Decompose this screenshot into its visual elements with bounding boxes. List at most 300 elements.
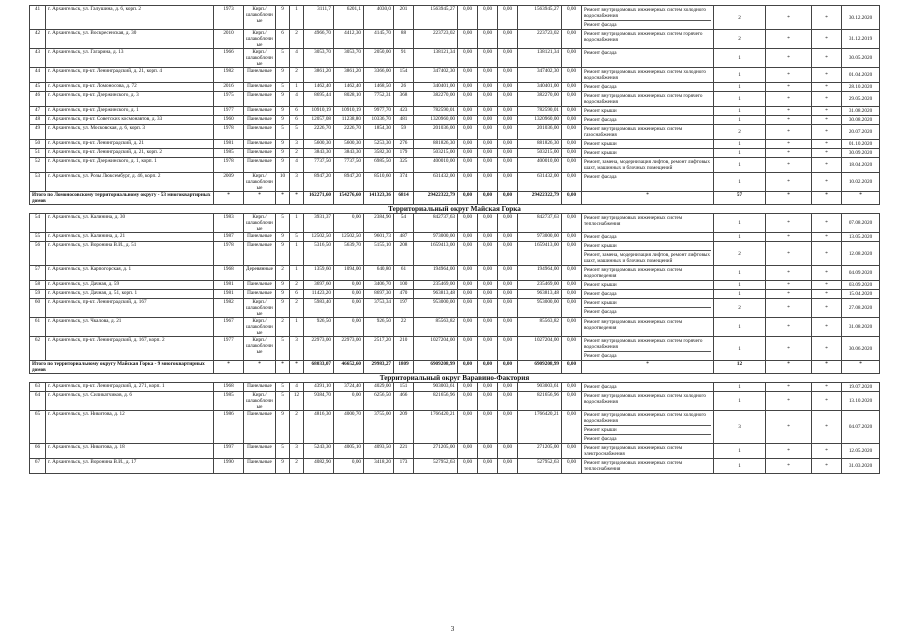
cell-c: 4030,0: [364, 6, 394, 30]
cell-no: 57: [30, 266, 46, 281]
cell-year: 1966: [214, 49, 244, 68]
cell-works-count: 1: [714, 444, 766, 459]
cell-z2: 0,00: [478, 266, 498, 281]
cell-deadline: 31.08.2020: [842, 318, 880, 337]
cell-ent: 3: [290, 337, 304, 361]
cell-mark: *: [812, 392, 842, 411]
cell-c: 9977,70: [364, 107, 394, 116]
cell-mark: *: [766, 266, 812, 281]
cell-cost: 963813,48: [414, 290, 458, 299]
cell-mark: *: [812, 92, 842, 107]
cell-total: 527952,63: [518, 459, 562, 474]
cell-c: 3582,30: [364, 149, 394, 158]
cell-z2: 0,00: [478, 383, 498, 392]
cell-mark: *: [812, 337, 842, 361]
cell-ppl: 368: [394, 92, 414, 107]
cell-total: 842737,63: [518, 214, 562, 233]
cell-ent: 6: [290, 290, 304, 299]
cell-z4: 0,00: [562, 49, 582, 68]
cell-ent: 6: [290, 116, 304, 125]
cell-works-count: 1: [714, 158, 766, 173]
cell-a: 4082,90: [304, 459, 334, 474]
cell-works: [582, 444, 714, 459]
cell-no: 49: [30, 125, 46, 140]
cell-z3: 0,00: [498, 290, 518, 299]
cell-deadline: 13.05.2020: [842, 233, 880, 242]
cell-blank: *: [812, 192, 842, 205]
cell-mark: *: [812, 233, 842, 242]
cell-total: 223723,02: [518, 30, 562, 49]
work-type: Ремонт фасада: [584, 22, 617, 28]
cell-z3: 0,00: [498, 6, 518, 30]
cell-addr: г. Архангельск, ул. Дачная, д. 51, корп. 1: [46, 290, 214, 299]
cell-fl: 6: [276, 30, 290, 49]
cell-works-count: 3: [714, 411, 766, 444]
cell-ppl: 100: [394, 281, 414, 290]
cell-works-count: 1: [714, 140, 766, 149]
cell-addr: г. Архангельск, пр-кт. Дзержинского, д. 1: [46, 107, 214, 116]
cell-fl: 9: [276, 281, 290, 290]
cell-blank: *: [842, 192, 880, 205]
cell-no: 61: [30, 318, 46, 337]
cell-b: 1462,40: [334, 83, 364, 92]
cell-fl: 9: [276, 290, 290, 299]
cell-mat: Кирп./ шлакоблочные: [244, 6, 276, 30]
cell-year: 1997: [214, 444, 244, 459]
work-type: Ремонт внутридомовых инженерных систем газоснабжения: [584, 126, 683, 138]
cell-mat: Кирп./ шлакоблочные: [244, 392, 276, 411]
cell-cost: 973000,00: [414, 233, 458, 242]
cell-works: [582, 392, 714, 411]
cell-cost: 201036,00: [414, 125, 458, 140]
cell-z3: 0,00: [498, 444, 518, 459]
cell-fl: 2: [276, 266, 290, 281]
cell-blank: *: [214, 361, 244, 374]
table-row: [30, 281, 880, 290]
cell-ent: 2: [290, 68, 304, 83]
cell-mark: *: [812, 68, 842, 83]
cell-fl: 9: [276, 6, 290, 30]
cell-addr: г. Архангельск, пр-кт. Ломоносова, д. 72: [46, 83, 214, 92]
cell-works: [582, 173, 714, 192]
page-number: 3: [450, 625, 455, 633]
total-sum: 6909208,99: [518, 361, 562, 374]
table-row: [30, 83, 880, 92]
cell-mat: Панельные: [244, 459, 276, 474]
total-c: 141323,36: [364, 192, 394, 205]
cell-year: 1986: [214, 411, 244, 444]
cell-z1: 0,00: [458, 214, 478, 233]
work-type: Ремонт фасада: [584, 174, 617, 180]
cell-z1: 0,00: [458, 444, 478, 459]
cell-works-count: 1: [714, 337, 766, 361]
cell-z1: 0,00: [458, 107, 478, 116]
cell-c: 1468,50: [364, 83, 394, 92]
cell-addr: г. Архангельск, ул. Воронина В.И., д. 17: [46, 459, 214, 474]
cell-works-count: 2: [714, 30, 766, 49]
cell-mark: *: [812, 266, 842, 281]
cell-z3: 0,00: [498, 242, 518, 266]
cell-cost: 903003,61: [414, 383, 458, 392]
cell-deadline: 31.03.2020: [842, 459, 880, 474]
cell-blank: *: [842, 361, 880, 374]
cell-total: 1320960,00: [518, 116, 562, 125]
cell-works-count: 1: [714, 107, 766, 116]
work-type: Ремонт внутридомовых инженерных систем водоотведения: [584, 267, 683, 279]
cell-z1: 0,00: [458, 92, 478, 107]
cell-mat: Панельные: [244, 140, 276, 149]
cell-cost: 842737,63: [414, 214, 458, 233]
cell-blank: *: [812, 361, 842, 374]
cell-mat: Панельные: [244, 383, 276, 392]
work-type: Ремонт фасада: [584, 117, 617, 123]
cell-b: 7737,50: [334, 158, 364, 173]
cell-works: [582, 107, 714, 116]
cell-c: 8697,30: [364, 290, 394, 299]
total-ppl: 1809: [394, 361, 414, 374]
cell-blank: *: [582, 361, 714, 374]
cell-z2: 0,00: [478, 411, 498, 444]
cell-z2: 0,00: [478, 158, 498, 173]
cell-mark: *: [766, 318, 812, 337]
cell-fl: 5: [276, 49, 290, 68]
cell-ent: 3: [290, 140, 304, 149]
cell-no: 65: [30, 411, 46, 444]
table-row: [30, 233, 880, 242]
cell-works-count: 1: [714, 266, 766, 281]
cell-total: 194964,00: [518, 266, 562, 281]
cell-cost: 347402,30: [414, 68, 458, 83]
cell-no: 51: [30, 149, 46, 158]
cell-mark: *: [812, 6, 842, 30]
cell-mat: Панельные: [244, 290, 276, 299]
cell-mat: Кирп./ шлакоблочные: [244, 173, 276, 192]
cell-works-count: 1: [714, 392, 766, 411]
cell-b: 5600,30: [334, 140, 364, 149]
cell-b: 12502,50: [334, 233, 364, 242]
cell-fl: 9: [276, 107, 290, 116]
cell-mark: *: [766, 125, 812, 140]
cell-deadline: 15.04.2020: [842, 290, 880, 299]
cell-ent: 1: [290, 6, 304, 30]
table-row: [30, 337, 880, 361]
cell-fl: 9: [276, 233, 290, 242]
cell-z4: 0,00: [562, 125, 582, 140]
table-row: [30, 116, 880, 125]
cell-year: 1968: [214, 266, 244, 281]
cell-year: 1985: [214, 392, 244, 411]
cell-c: 926,50: [364, 318, 394, 337]
cell-z2: 0,00: [478, 68, 498, 83]
cell-ent: 4: [290, 158, 304, 173]
cell-deadline: 28.10.2020: [842, 83, 880, 92]
cell-year: 1975: [214, 92, 244, 107]
table-row: [30, 107, 880, 116]
cell-z1: 0,00: [458, 173, 478, 192]
total-z4: 0,00: [562, 192, 582, 205]
work-type: Ремонт фасада: [584, 84, 617, 90]
total-a: 162271,60: [304, 192, 334, 205]
cell-addr: г. Архангельск, ул. Никитова, д. 18: [46, 444, 214, 459]
cell-blank: *: [276, 192, 290, 205]
cell-z2: 0,00: [478, 125, 498, 140]
cell-ppl: 210: [394, 337, 414, 361]
total-z1: 0,00: [458, 361, 478, 374]
cell-no: 63: [30, 383, 46, 392]
cell-mark: *: [812, 242, 842, 266]
cell-c: 2384,90: [364, 214, 394, 233]
cell-no: 41: [30, 6, 46, 30]
cell-z2: 0,00: [478, 49, 498, 68]
cell-z1: 0,00: [458, 233, 478, 242]
cell-z1: 0,00: [458, 290, 478, 299]
cell-mark: *: [766, 299, 812, 318]
work-type: Ремонт крыши: [584, 108, 617, 114]
cell-total: 1563945,27: [518, 6, 562, 30]
cell-mat: Панельные: [244, 411, 276, 444]
cell-c: 8510,60: [364, 173, 394, 192]
cell-mark: *: [812, 30, 842, 49]
cell-b: 3053,70: [334, 49, 364, 68]
cell-mat: Панельные: [244, 83, 276, 92]
cell-a: 1462,40: [304, 83, 334, 92]
cell-c: 7752,31: [364, 92, 394, 107]
cell-c: 2050,00: [364, 49, 394, 68]
cell-fl: 9: [276, 149, 290, 158]
cell-mark: *: [766, 116, 812, 125]
total-works-count: 57: [714, 192, 766, 205]
cell-mat: Кирп./ шлакоблочные: [244, 30, 276, 49]
cell-z1: 0,00: [458, 140, 478, 149]
cell-z4: 0,00: [562, 30, 582, 49]
cell-a: 4966,70: [304, 30, 334, 49]
cell-no: 60: [30, 299, 46, 318]
buildings-table: [29, 5, 880, 474]
work-type: Ремонт крыши: [584, 141, 617, 147]
cell-z1: 0,00: [458, 281, 478, 290]
cell-z3: 0,00: [498, 83, 518, 92]
work-type: Ремонт крыши: [584, 282, 617, 288]
cell-z2: 0,00: [478, 116, 498, 125]
cell-ppl: 179: [394, 149, 414, 158]
cell-z4: 0,00: [562, 158, 582, 173]
cell-year: 1985: [214, 149, 244, 158]
cell-works: [582, 411, 714, 444]
cell-z1: 0,00: [458, 116, 478, 125]
cell-works: [582, 125, 714, 140]
cell-no: 54: [30, 214, 46, 233]
cell-cost: 953000,00: [414, 299, 458, 318]
cell-total: 400010,00: [518, 158, 562, 173]
cell-cost: 1027204,00: [414, 337, 458, 361]
cell-z4: 0,00: [562, 140, 582, 149]
cell-z4: 0,00: [562, 68, 582, 83]
cell-no: 66: [30, 444, 46, 459]
cell-total: 340401,00: [518, 83, 562, 92]
cell-mark: *: [812, 158, 842, 173]
cell-year: 1977: [214, 337, 244, 361]
cell-mark: *: [766, 383, 812, 392]
cell-z4: 0,00: [562, 444, 582, 459]
cell-b: 5639,70: [334, 242, 364, 266]
district-heading: Территориальный округ Варавино-Фактория: [30, 374, 880, 383]
cell-a: 11423,20: [304, 290, 334, 299]
cell-total: 953000,00: [518, 299, 562, 318]
cell-deadline: 12.08.2020: [842, 242, 880, 266]
cell-works: [582, 92, 714, 107]
cell-z3: 0,00: [498, 281, 518, 290]
cell-fl: 9: [276, 299, 290, 318]
cell-z1: 0,00: [458, 383, 478, 392]
cell-works-count: 1: [714, 116, 766, 125]
cell-mark: *: [766, 30, 812, 49]
cell-b: 8028,10: [334, 92, 364, 107]
cell-deadline: 30.09.2020: [842, 149, 880, 158]
cell-works: [582, 6, 714, 30]
cell-addr: г. Архангельск, ул. Галушина, д. 6, корп. 2: [46, 6, 214, 30]
cell-ppl: 173: [394, 459, 414, 474]
cell-mat: Кирп./ шлакоблочные: [244, 337, 276, 361]
cell-z4: 0,00: [562, 318, 582, 337]
cell-ent: 1: [290, 318, 304, 337]
cell-z2: 0,00: [478, 281, 498, 290]
cell-mark: *: [812, 125, 842, 140]
cell-ent: 2: [290, 299, 304, 318]
work-type: Ремонт фасада: [584, 234, 617, 240]
cell-z4: 0,00: [562, 233, 582, 242]
cell-c: 3418,20: [364, 459, 394, 474]
cell-year: 1968: [214, 383, 244, 392]
cell-z3: 0,00: [498, 107, 518, 116]
cell-fl: 5: [276, 337, 290, 361]
cell-a: 4391,10: [304, 383, 334, 392]
cell-b: 0,00: [334, 459, 364, 474]
cell-blank: *: [290, 192, 304, 205]
cell-ppl: 470: [394, 290, 414, 299]
cell-works-count: 1: [714, 92, 766, 107]
cell-cost: 1766420,21: [414, 411, 458, 444]
cell-mat: Панельные: [244, 233, 276, 242]
cell-mat: Деревянные: [244, 266, 276, 281]
table-row: [30, 125, 880, 140]
cell-mark: *: [812, 299, 842, 318]
cell-no: 53: [30, 173, 46, 192]
cell-mark: *: [812, 318, 842, 337]
cell-mark: *: [766, 392, 812, 411]
work-type: Ремонт внутридомовых инженерных систем горячего водоснабжения: [584, 93, 703, 105]
cell-z4: 0,00: [562, 92, 582, 107]
cell-b: 3724,40: [334, 383, 364, 392]
cell-c: 2517,20: [364, 337, 394, 361]
cell-z4: 0,00: [562, 242, 582, 266]
total-b: 154276,60: [334, 192, 364, 205]
cell-z4: 0,00: [562, 299, 582, 318]
work-type: Ремонт внутридомовых инженерных систем горячего водоснабжения: [584, 337, 711, 352]
cell-c: 3755,00: [364, 411, 394, 444]
cell-addr: г. Архангельск, пр-кт. Ленинградский, д. 21, корп. 2: [46, 149, 214, 158]
cell-ent: 5: [290, 233, 304, 242]
cell-works-count: 1: [714, 290, 766, 299]
work-type: Ремонт крыши: [584, 426, 711, 435]
work-type: Ремонт крыши: [584, 242, 711, 251]
table-row: [30, 158, 880, 173]
cell-total: 903003,61: [518, 383, 562, 392]
cell-year: 2010: [214, 30, 244, 49]
cell-mark: *: [766, 149, 812, 158]
cell-c: 6985,50: [364, 158, 394, 173]
total-cost: 6909208,99: [414, 361, 458, 374]
cell-ppl: 208: [394, 242, 414, 266]
work-type: Ремонт фасада: [584, 353, 617, 359]
cell-c: 3753,34: [364, 299, 394, 318]
cell-z2: 0,00: [478, 392, 498, 411]
cell-c: 1854,30: [364, 125, 394, 140]
cell-b: 1094,00: [334, 266, 364, 281]
cell-blank: *: [766, 361, 812, 374]
cell-a: 926,50: [304, 318, 334, 337]
cell-ppl: 201: [394, 6, 414, 30]
cell-total: 85563,82: [518, 318, 562, 337]
cell-total: 782590,01: [518, 107, 562, 116]
cell-ppl: 22: [394, 318, 414, 337]
cell-z3: 0,00: [498, 318, 518, 337]
cell-fl: 5: [276, 383, 290, 392]
cell-no: 48: [30, 116, 46, 125]
total-works-count: 12: [714, 361, 766, 374]
cell-ent: 2: [290, 30, 304, 49]
cell-cost: 85563,82: [414, 318, 458, 337]
cell-mat: Панельные: [244, 92, 276, 107]
cell-z3: 0,00: [498, 392, 518, 411]
cell-z3: 0,00: [498, 337, 518, 361]
cell-fl: 2: [276, 318, 290, 337]
cell-blank: *: [290, 361, 304, 374]
cell-works: [582, 299, 714, 318]
cell-mat: Кирп./ шлакоблочные: [244, 214, 276, 233]
cell-ppl: 197: [394, 299, 414, 318]
cell-mat: Панельные: [244, 281, 276, 290]
work-type: Ремонт фасада: [584, 291, 617, 297]
cell-z3: 0,00: [498, 68, 518, 83]
cell-deadline: 27.08.2020: [842, 299, 880, 318]
cell-no: 64: [30, 392, 46, 411]
cell-mat: Панельные: [244, 116, 276, 125]
cell-year: 1982: [214, 299, 244, 318]
cell-no: 43: [30, 49, 46, 68]
cell-works: [582, 459, 714, 474]
cell-ent: 2: [290, 281, 304, 290]
cell-works: [582, 383, 714, 392]
cell-b: 3843,30: [334, 149, 364, 158]
cell-works-count: 1: [714, 214, 766, 233]
district-heading: Территориальный округ Майская Горка: [30, 205, 880, 214]
cell-addr: г. Архангельск, ул. Воронина В.И., д. 51: [46, 242, 214, 266]
cell-cost: 138121,34: [414, 49, 458, 68]
cell-mat: Кирп./ шлакоблочные: [244, 49, 276, 68]
cell-addr: г. Архангельск, пр-кт. Советских космонавтов, д. 33: [46, 116, 214, 125]
cell-ent: 6: [290, 107, 304, 116]
cell-mark: *: [812, 290, 842, 299]
cell-ent: 2: [290, 459, 304, 474]
cell-deadline: 07.08.2020: [842, 214, 880, 233]
total-ppl: 6814: [394, 192, 414, 205]
cell-mark: *: [812, 214, 842, 233]
cell-deadline: 03.09.2020: [842, 281, 880, 290]
cell-z1: 0,00: [458, 30, 478, 49]
work-type: Ремонт внутридомовых инженерных систем водоотведения: [584, 319, 683, 331]
cell-b: 22973,00: [334, 337, 364, 361]
cell-addr: г. Архангельск, ул. Карпогорская, д. 1: [46, 266, 214, 281]
